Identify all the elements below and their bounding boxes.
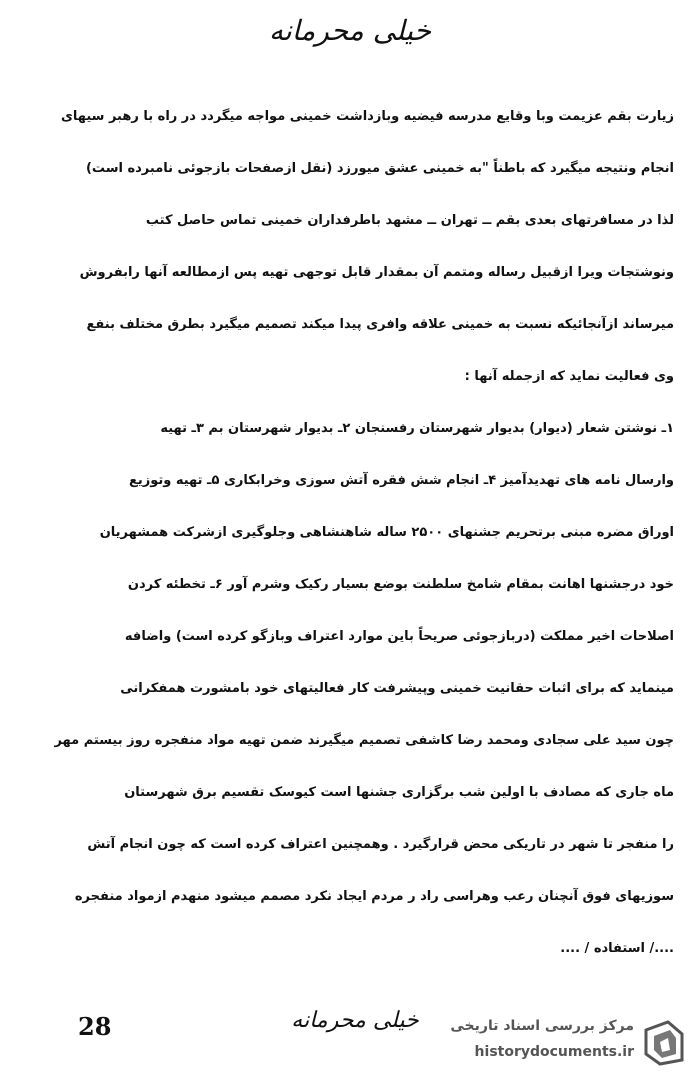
body-line-9: اوراق مضره مبنی برتحریم جشنهای ۲۵۰۰ ساله شاهنشاهی وجلوگیری ازشرکت همشهریان (99, 525, 674, 540)
watermark-name: مرکز بررسی اسناد تاریخی (450, 1018, 634, 1034)
body-line-14: ماه جاری که مصادف با اولین شب برگزاری جشنها است کیوسک تقسیم برق شهرستان (124, 785, 674, 800)
page-number-value: 28 (78, 1012, 112, 1041)
classification-stamp-bottom: خیلی محرمانه (291, 1008, 419, 1033)
body-line-7: ۱ـ نوشتن شعار (دیوار) بدیوار شهرستان رفسنجان ۲ـ بدیوار شهرستان بم ۳ـ تهیه (160, 421, 674, 436)
body-line-2: انجام ونتیجه میگیرد که باطناً "به خمینی عشق میورزد (نقل ازصفحات بازجوئی نامبرده است) (85, 161, 674, 176)
classification-stamp-top: خیلی محرمانه (268, 14, 432, 47)
archive-watermark (420, 1016, 690, 1072)
document-body (26, 100, 674, 984)
body-line-8: وارسال نامه های تهدیدآمیز ۴ـ انجام شش فقره آتش سوزی وخرابکاری ۵ـ تهیه وتوزیع (128, 473, 674, 488)
watermark-url: historydocuments.ir (474, 1044, 634, 1060)
body-line-13: چون سید علی سجادی ومحمد رضا کاشفی تصمیم میگیرند ضمن تهیه مواد منفجره روز بیستم مهر (54, 733, 674, 748)
body-line-16: سوزیهای فوق آنچنان رعب وهراسی راد ر مردم ایجاد نکرد مصمم میشود منهدم ازمواد منفجره (74, 889, 674, 904)
body-line-5: میرساند ازآنجائیکه نسبت به خمینی علاقه وافری پیدا میکند تصمیم میگیرد بطرق مختلف بنفع (86, 317, 674, 332)
body-line-17: ..../ استفاده / .... (560, 941, 674, 956)
body-line-6: وی فعالیت نماید که ازجمله آنها : (464, 369, 674, 384)
archive-logo-icon (638, 1016, 690, 1068)
body-line-12: مینماید که برای اثبات حقانیت خمینی وپیشرفت کار فعالیتهای خود بامشورت همفکرانی (120, 681, 674, 696)
page-number (78, 1012, 111, 1041)
body-line-10: خود درجشنها اهانت بمقام شامخ سلطنت بوضع بسیار رکیک وشرم آور ۶ـ تخطئه کردن (127, 577, 674, 592)
body-line-11: اصلاحات اخیر مملکت (دربازجوئی صریحاً باین موارد اعتراف وبازگو کرده است) واضافه (124, 629, 674, 644)
body-line-1: زیارت بقم عزیمت وبا وقایع مدرسه فیضیه وبازداشت خمینی مواجه میگردد در راه با رهبر سیهای (60, 109, 674, 124)
body-line-3: لذا در مسافرتهای بعدی بقم ــ تهران ــ مشهد باطرفداران خمینی تماس حاصل کتب (145, 213, 674, 228)
body-line-15: را منفجر تا شهر در تاریکی محض قرارگیرد . وهمچنین اعتراف کرده است که چون انجام آتش (87, 837, 674, 852)
body-line-4: ونوشتجات ویرا ازقبیل رساله ومتمم آن بمقدار قابل توجهی تهیه پس ازمطالعه آنها رابفروش (79, 265, 674, 280)
